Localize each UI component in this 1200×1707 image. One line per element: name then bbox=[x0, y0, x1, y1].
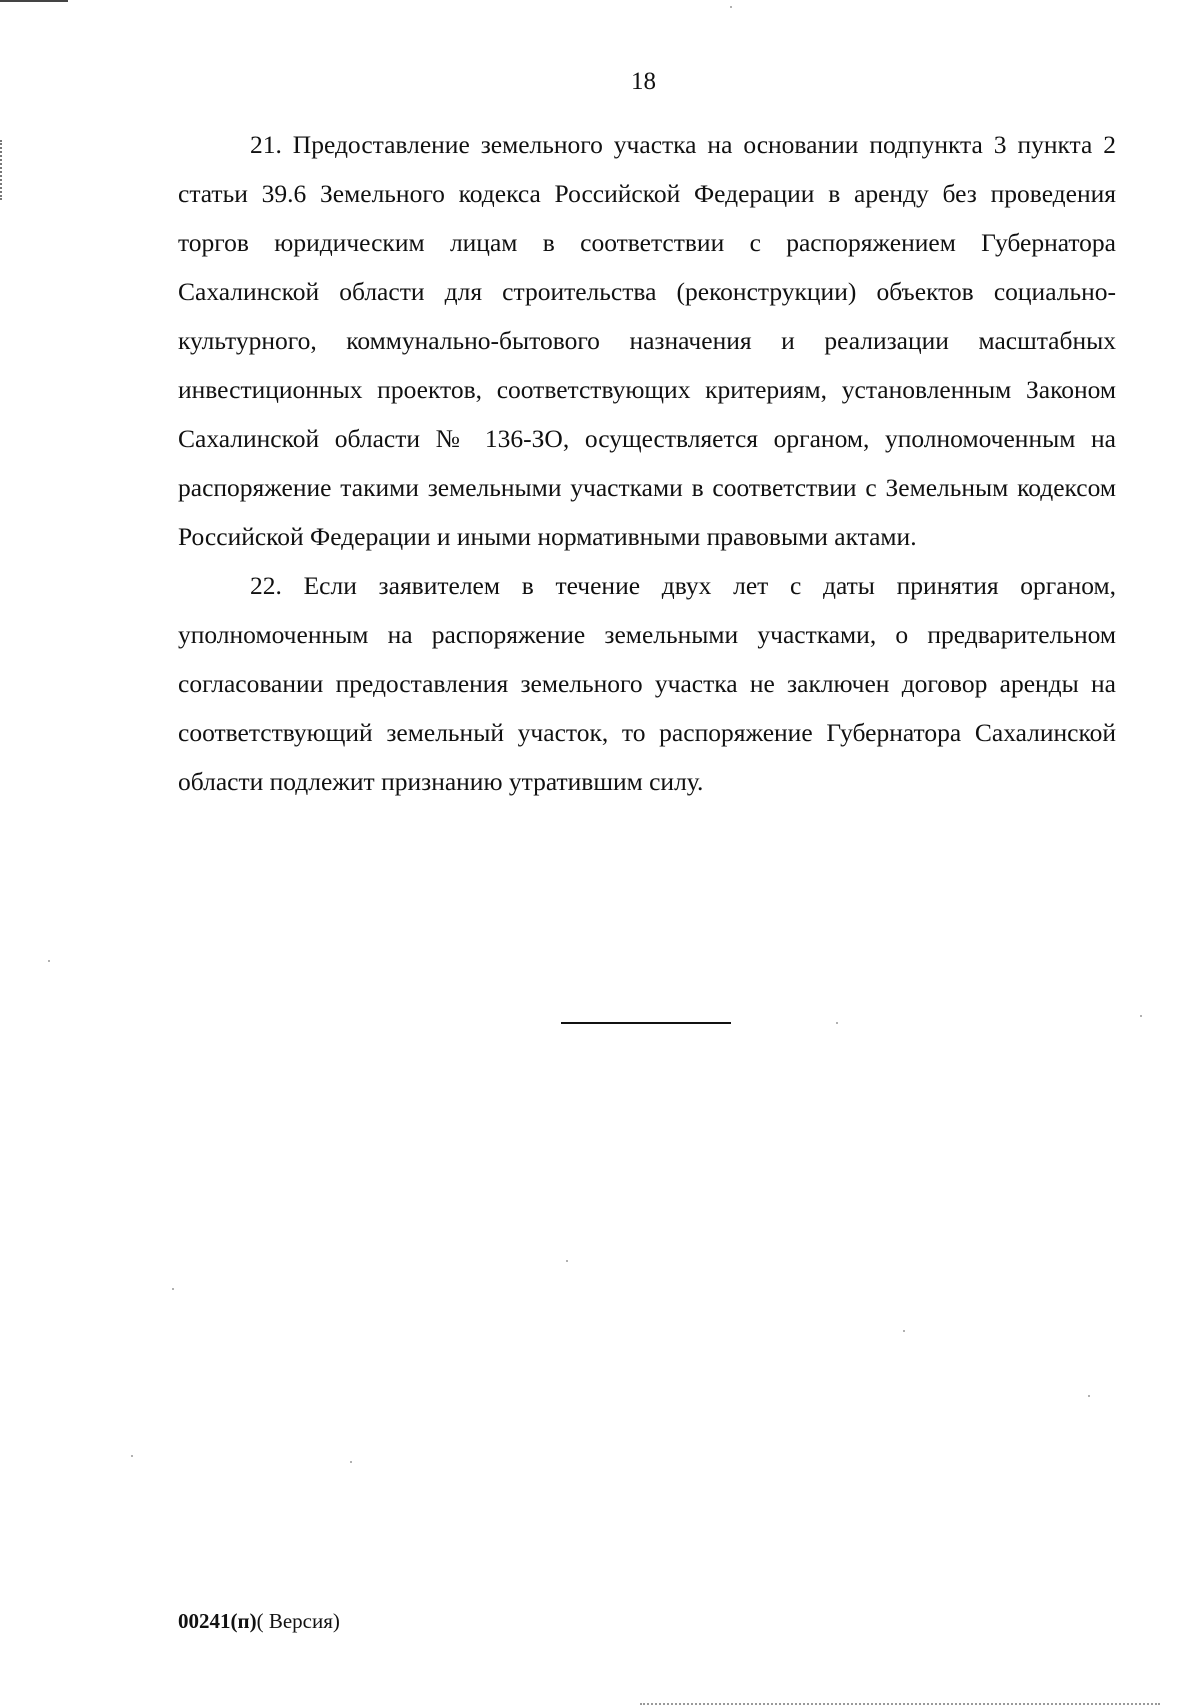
scan-speck bbox=[836, 1022, 838, 1024]
scan-edge-mark-left bbox=[0, 140, 4, 200]
scan-speck bbox=[1088, 1395, 1090, 1397]
scan-edge-mark-top bbox=[0, 0, 68, 2]
paragraph-22: 22. Если заявителем в течение двух лет с даты принятия органом, уполномоченным на распоряжение земельными участками, о предварительном согласовании предоставления земельного участка не заключен договор аренды на соответствующий земельный участок, то распоряжение Губернатора Сахалинской области подлежит признанию утратившим силу. bbox=[178, 571, 1116, 796]
scan-speck bbox=[172, 1288, 174, 1290]
scan-speck bbox=[48, 960, 50, 962]
scan-speck bbox=[1140, 1015, 1142, 1017]
footer-code: 00241(п) bbox=[178, 1609, 257, 1633]
paragraph-21: 21. Предоставление земельного участка на основании подпункта 3 пункта 2 статьи 39.6 Земельного кодекса Российской Федерации в аренду без проведения торгов юридическим лицам в соответствии с распоряжением Губернатора Сахалинской области для строительства (реконструкции) объектов социально-культурного, коммунально-бытового назначения и реализации масштабных инвестиционных проектов, соответствующих критериям, установленным Законом Сахалинской области № 136-ЗО, осуществляется органом, уполномоченным на распоряжение такими земельными участками в соответствии с Земельным кодексом Российской Федерации и иными нормативными правовыми актами. bbox=[178, 130, 1116, 551]
end-separator-line bbox=[561, 1022, 731, 1024]
scan-speck bbox=[131, 1455, 133, 1457]
page-number: 18 bbox=[631, 68, 656, 95]
scan-speck bbox=[566, 1260, 568, 1262]
scan-edge-mark-bottom bbox=[640, 1703, 1160, 1707]
scan-speck bbox=[730, 6, 732, 8]
footer-document-code bbox=[178, 1606, 340, 1636]
document-body bbox=[178, 120, 1116, 806]
scan-speck bbox=[350, 1461, 352, 1463]
footer-version: ( Версия) bbox=[256, 1609, 340, 1633]
scan-speck bbox=[903, 1330, 905, 1332]
